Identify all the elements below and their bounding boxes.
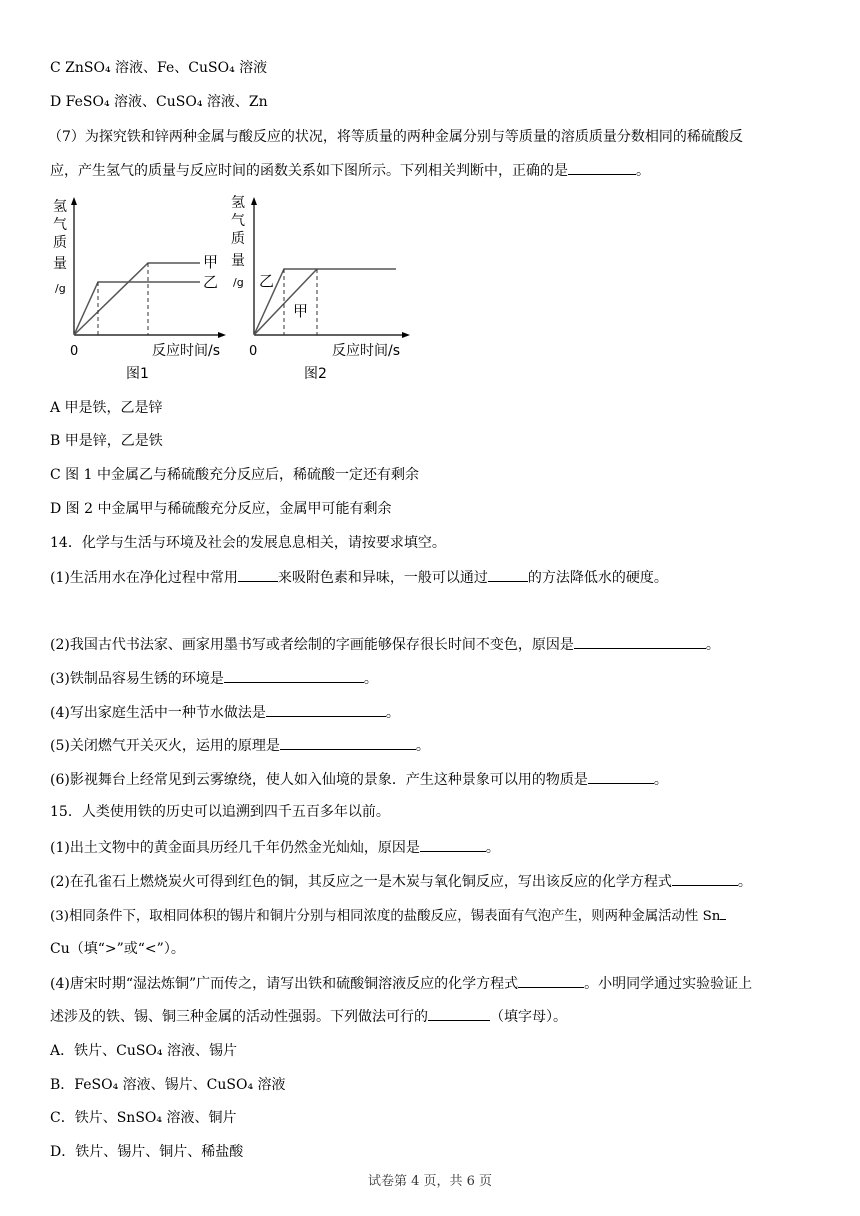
punct: 。 <box>485 840 500 856</box>
q15-p1-text: (1)出土文物中的黄金面具历经几千年仍然金光灿灿，原因是 <box>50 840 420 856</box>
punct: 。 <box>385 705 400 721</box>
page-footer: 试卷第 4 页，共 6 页 <box>367 1174 493 1189</box>
fig1-ylabel-1: 气 <box>53 217 67 233</box>
fig2-ylabel-4: /g <box>233 276 244 289</box>
punct: 。 <box>415 738 430 754</box>
q15-p2 <box>50 871 752 892</box>
q14-p5 <box>50 735 430 756</box>
fig2-caption: 图2 <box>304 366 327 382</box>
q15-p4-text-a: (4)唐宋时期“湿法炼铜”广而传之，请写出铁和硫酸铜溶液反应的化学方程式 <box>50 976 519 992</box>
q15-p4-text-d: （填字母）。 <box>490 1009 567 1025</box>
figure-2 <box>228 192 418 392</box>
q15-choice-d: D．铁片、锡片、铜片、稀盐酸 <box>50 1144 244 1160</box>
fig1-ylabel-3: 量 <box>53 256 67 272</box>
fig1-x-arrow <box>218 332 226 338</box>
q14-p4-text: (4)写出家庭生活中一种节水做法是 <box>50 705 266 721</box>
fig2-line-yi <box>254 269 396 335</box>
answer-blank[interactable] <box>266 702 386 717</box>
answer-blank[interactable] <box>280 735 416 750</box>
punct: 。 <box>636 163 650 179</box>
q15-title: 15．人类使用铁的历史可以追溯到四千五百多年以前。 <box>50 804 390 820</box>
fig2-ylabel-1: 气 <box>231 213 245 229</box>
fig2-y-arrow <box>251 197 257 205</box>
answer-blank[interactable] <box>720 905 726 920</box>
q13-option-d: D FeSO₄ 溶液、CuSO₄ 溶液、Zn <box>50 94 268 110</box>
q14-p6-text: (6)影视舞台上经常见到云雾缭绕，使人如入仙境的景象．产生这种景象可以用的物质是 <box>50 772 588 788</box>
q14-title: 14．化学与生活与环境及社会的发展息息相关，请按要求填空。 <box>50 535 446 551</box>
answer-blank[interactable] <box>588 769 654 784</box>
answer-blank[interactable] <box>518 973 584 988</box>
q14-p1-text-c: 的方法降低水的硬度。 <box>527 570 668 586</box>
fig2-ylabel-0: 氢 <box>231 195 245 211</box>
q15-p4-cont <box>50 1006 567 1027</box>
q15-choice-b: B．FeSO₄ 溶液、锡片、CuSO₄ 溶液 <box>50 1077 286 1093</box>
fig1-y-arrow <box>71 197 77 205</box>
answer-blank[interactable] <box>224 668 364 683</box>
q15-choice-c: C．铁片、SnSO₄ 溶液、铜片 <box>50 1110 237 1126</box>
q14-p4 <box>50 702 400 723</box>
fig1-line-yi <box>74 282 200 335</box>
fig1-xlabel: 反应时间/s <box>152 343 221 359</box>
q15-p1 <box>50 837 500 858</box>
q15-p4-text-b: 。小明同学通过实验验证上 <box>584 976 753 992</box>
fig1-ylabel-4: /g <box>55 282 66 295</box>
q15-p4-text-c: 述涉及的铁、锡、铜三种金属的活动性强弱。下列做法可行的 <box>50 1009 428 1025</box>
q13-choice-b: B 甲是锌，乙是铁 <box>50 433 163 449</box>
q13-option-c: C ZnSO₄ 溶液、Fe、CuSO₄ 溶液 <box>50 60 268 76</box>
answer-blank[interactable] <box>428 1006 490 1021</box>
answer-blank[interactable] <box>672 871 738 886</box>
punct: 。 <box>363 671 378 687</box>
q14-p2-text: (2)我国古代书法家、画家用墨书写或者绘制的字画能够保存很长时间不变色，原因是 <box>50 637 574 653</box>
q14-p6 <box>50 769 668 790</box>
punct: 。 <box>737 874 752 890</box>
fig1-origin: 0 <box>70 344 79 359</box>
q14-p3-text: (3)铁制品容易生锈的环境是 <box>50 671 224 687</box>
q13-part7-text: 应，产生氢气的质量与反应时间的函数关系如下图所示。下列相关判断中，正确的是 <box>50 163 568 179</box>
figure-1 <box>50 192 230 392</box>
fig1-caption: 图1 <box>126 366 149 382</box>
q14-p5-text: (5)关闭燃气开关灭火，运用的原理是 <box>50 738 280 754</box>
q14-p2 <box>50 634 720 655</box>
fig1-ylabel-2: 质 <box>53 235 67 251</box>
punct: 。 <box>653 772 668 788</box>
answer-blank[interactable] <box>420 837 486 852</box>
q14-p1-text-a: (1)生活用水在净化过程中常用 <box>50 570 238 586</box>
fig2-ylabel-3: 量 <box>231 253 245 269</box>
answer-blank[interactable] <box>488 567 528 582</box>
q13-part7-line2 <box>50 160 650 181</box>
q14-p3 <box>50 668 378 689</box>
fig2-ylabel-2: 质 <box>231 231 245 247</box>
answer-blank[interactable] <box>574 634 706 649</box>
q15-choice-a: A．铁片、CuSO₄ 溶液、锡片 <box>50 1043 237 1059</box>
punct: 。 <box>705 637 720 653</box>
fig2-xlabel: 反应时间/s <box>332 343 401 359</box>
fig2-origin: 0 <box>249 344 258 359</box>
fig2-label-jia: 甲 <box>293 302 309 320</box>
q15-p2-text: (2)在孔雀石上燃烧炭火可得到红色的铜，其反应之一是木炭与氧化铜反应，写出该反应的化学方程式 <box>50 874 672 890</box>
q15-p3-cont: Cu（填“>”或“<”）。 <box>50 941 185 957</box>
fig1-label-yi: 乙 <box>203 273 219 291</box>
fig1-line-jia <box>74 263 200 335</box>
q13-choice-c: C 图 1 中金属乙与稀硫酸充分反应后，稀硫酸一定还有剩余 <box>50 467 419 483</box>
q14-p1-text-b: 来吸附色素和异味，一般可以通过 <box>277 570 488 586</box>
q13-part7-line1: （7）为探究铁和锌两种金属与酸反应的状况，将等质量的两种金属分别与等质量的溶质质量分数相同的稀硫酸反 <box>48 129 743 145</box>
fig1-ylabel-0: 氢 <box>53 199 67 215</box>
q14-p1 <box>50 567 668 588</box>
q15-p4 <box>50 973 752 994</box>
answer-blank[interactable] <box>568 160 636 175</box>
fig2-label-yi: 乙 <box>259 272 275 290</box>
q15-p3 <box>50 905 726 927</box>
fig2-x-arrow <box>402 332 410 338</box>
q13-choice-d: D 图 2 中金属甲与稀硫酸充分反应，金属甲可能有剩余 <box>50 501 392 517</box>
q15-p3-text: (3)相同条件下，取相同体积的锡片和铜片分别与相同浓度的盐酸反应，锡表面有气泡产生，则两种金属活动性 Sn <box>50 909 721 924</box>
answer-blank[interactable] <box>238 567 278 582</box>
fig1-label-jia: 甲 <box>203 253 219 271</box>
q13-choice-a: A 甲是铁，乙是锌 <box>50 400 163 416</box>
